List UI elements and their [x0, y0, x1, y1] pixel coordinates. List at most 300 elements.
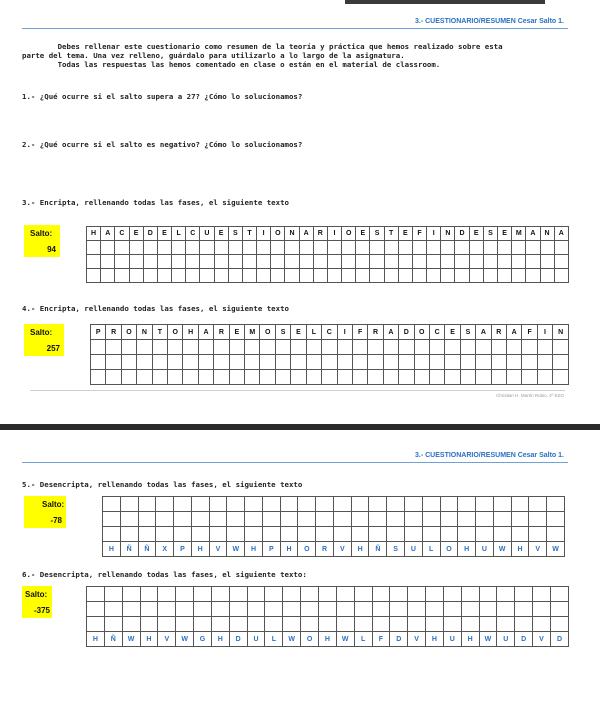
blank-cell: [550, 587, 568, 602]
blank-cell: [115, 255, 129, 269]
blank-cell: [443, 602, 461, 617]
blank-cell: [476, 512, 494, 527]
blank-cell: [398, 241, 412, 255]
blank-cell: [186, 241, 200, 255]
blank-cell: [497, 255, 511, 269]
blank-cell: [313, 255, 327, 269]
blank-cell: [479, 602, 497, 617]
intro-line: Todas las respuestas las hemos comentado en clase o están en el material de classroom.: [22, 60, 441, 69]
blank-cell: [191, 527, 209, 542]
blank-cell: [370, 255, 384, 269]
letter-cell: F: [352, 325, 367, 340]
salto-box: [24, 496, 66, 528]
blank-cell: [194, 617, 212, 632]
blank-cell: [168, 370, 183, 385]
blank-cell: [458, 527, 476, 542]
letter-cell: S: [460, 325, 475, 340]
blank-cell: [152, 340, 167, 355]
blank-cell: [121, 355, 136, 370]
blank-cell: [172, 241, 186, 255]
question-4: 4.- Encripta, rellenando todas las fases, el siguiente texto: [22, 304, 289, 313]
blank-cell: [429, 340, 444, 355]
blank-cell: [152, 355, 167, 370]
blank-cell: [336, 602, 354, 617]
blank-cell: [122, 587, 140, 602]
blank-cell: [426, 587, 444, 602]
blank-cell: [291, 355, 306, 370]
blank-cell: [356, 241, 370, 255]
blank-cell: [387, 497, 405, 512]
letter-cell: O: [168, 325, 183, 340]
letter-cell: N: [553, 325, 569, 340]
question-1: 1.- ¿Qué ocurre si el salto supera a 27? ¿Cómo lo solucionamos?: [22, 92, 303, 101]
letter-cell: F: [372, 632, 390, 647]
blank-cell: [399, 340, 414, 355]
blank-cell: [260, 340, 275, 355]
blank-cell: [318, 587, 336, 602]
blank-cell: [245, 370, 260, 385]
blank-cell: [351, 497, 369, 512]
blank-cell: [104, 602, 122, 617]
blank-cell: [271, 269, 285, 283]
blank-cell: [228, 241, 242, 255]
blank-cell: [262, 497, 280, 512]
footer-credit: Christian H. Martín Rubio. 4º ESO: [496, 393, 564, 398]
letter-cell: I: [337, 325, 352, 340]
letter-cell: V: [529, 542, 547, 557]
blank-cell: [271, 241, 285, 255]
blank-cell: [506, 340, 521, 355]
blank-cell: [103, 527, 121, 542]
letter-cell: I: [257, 227, 271, 241]
blank-cell: [301, 617, 319, 632]
blank-cell: [247, 617, 265, 632]
blank-cell: [387, 512, 405, 527]
letter-cell: U: [476, 542, 494, 557]
blank-cell: [104, 587, 122, 602]
blank-cell: [106, 370, 121, 385]
letter-cell: O: [301, 632, 319, 647]
letter-cell: U: [497, 632, 515, 647]
blank-cell: [354, 617, 372, 632]
blank-cell: [156, 527, 174, 542]
blank-cell: [427, 269, 441, 283]
blank-cell: [245, 340, 260, 355]
blank-cell: [143, 269, 157, 283]
blank-cell: [440, 497, 458, 512]
blank-cell: [313, 269, 327, 283]
blank-cell: [491, 340, 506, 355]
blank-cell: [228, 269, 242, 283]
blank-cell: [540, 269, 554, 283]
cipher-grid: [86, 586, 569, 647]
blank-cell: [497, 241, 511, 255]
letter-cell: H: [183, 325, 198, 340]
blank-cell: [191, 497, 209, 512]
blank-cell: [194, 587, 212, 602]
blank-cell: [422, 512, 440, 527]
salto-value: -375: [33, 606, 50, 615]
blank-cell: [322, 355, 337, 370]
letter-cell: D: [229, 632, 247, 647]
blank-cell: [356, 255, 370, 269]
letter-cell: A: [299, 227, 313, 241]
salto-value: 94: [47, 245, 56, 254]
blank-cell: [229, 587, 247, 602]
salto-box: [24, 324, 64, 356]
blank-cell: [511, 497, 529, 512]
blank-cell: [352, 340, 367, 355]
blank-cell: [337, 370, 352, 385]
blank-cell: [529, 512, 547, 527]
blank-cell: [242, 241, 256, 255]
blank-cell: [483, 241, 497, 255]
blank-cell: [174, 527, 192, 542]
blank-cell: [176, 602, 194, 617]
letter-cell: Ñ: [138, 542, 156, 557]
letter-cell: C: [429, 325, 444, 340]
blank-cell: [537, 370, 552, 385]
blank-cell: [550, 617, 568, 632]
letter-cell: E: [497, 227, 511, 241]
letter-cell: Ñ: [369, 542, 387, 557]
blank-cell: [129, 269, 143, 283]
blank-cell: [283, 617, 301, 632]
blank-cell: [285, 255, 299, 269]
letter-cell: E: [229, 325, 244, 340]
letter-cell: H: [511, 542, 529, 557]
blank-cell: [271, 255, 285, 269]
blank-cell: [460, 340, 475, 355]
letter-cell: N: [137, 325, 152, 340]
blank-cell: [547, 527, 565, 542]
blank-cell: [529, 527, 547, 542]
blank-row: [87, 602, 569, 617]
blank-row: [103, 512, 565, 527]
blank-cell: [554, 255, 568, 269]
letter-cell: A: [383, 325, 398, 340]
blank-cell: [429, 370, 444, 385]
blank-row: [103, 497, 565, 512]
letter-cell: H: [191, 542, 209, 557]
blank-cell: [408, 617, 426, 632]
letter-cell: A: [198, 325, 213, 340]
blank-cell: [440, 527, 458, 542]
blank-cell: [383, 340, 398, 355]
blank-cell: [138, 527, 156, 542]
intro-paragraph: [22, 42, 577, 69]
blank-cell: [214, 255, 228, 269]
letter-cell: H: [426, 632, 444, 647]
letter-cell: L: [354, 632, 372, 647]
blank-cell: [214, 340, 229, 355]
blank-row: [91, 355, 569, 370]
blank-cell: [515, 617, 533, 632]
blank-cell: [533, 602, 551, 617]
letter-cell: V: [408, 632, 426, 647]
letter-cell: V: [333, 542, 351, 557]
blank-cell: [229, 340, 244, 355]
blank-cell: [318, 617, 336, 632]
blank-cell: [316, 497, 334, 512]
letter-cell: C: [186, 227, 200, 241]
intro-line: parte del tema. Una vez relleno, guárdalo para utilizarlo a lo largo de la asignatura.: [22, 51, 405, 60]
blank-cell: [455, 255, 469, 269]
blank-cell: [138, 512, 156, 527]
letter-cell: U: [247, 632, 265, 647]
blank-cell: [262, 527, 280, 542]
blank-cell: [101, 269, 115, 283]
letter-cell: H: [318, 632, 336, 647]
blank-cell: [412, 241, 426, 255]
blank-cell: [491, 370, 506, 385]
blank-cell: [412, 269, 426, 283]
blank-cell: [497, 617, 515, 632]
blank-cell: [368, 355, 383, 370]
letter-cell: D: [550, 632, 568, 647]
blank-cell: [198, 340, 213, 355]
blank-cell: [522, 355, 537, 370]
blank-cell: [337, 355, 352, 370]
blank-cell: [443, 617, 461, 632]
letter-cell: C: [115, 227, 129, 241]
letter-cell: D: [515, 632, 533, 647]
blank-cell: [336, 587, 354, 602]
blank-cell: [101, 255, 115, 269]
blank-cell: [427, 241, 441, 255]
blank-cell: [460, 370, 475, 385]
blank-cell: [301, 602, 319, 617]
letter-cell: O: [121, 325, 136, 340]
letter-cell: S: [275, 325, 290, 340]
letter-cell: O: [260, 325, 275, 340]
blank-cell: [200, 255, 214, 269]
header-title: 3.- CUESTIONARIO/RESUMEN Cesar Salto 1.: [415, 18, 564, 25]
blank-cell: [137, 340, 152, 355]
blank-cell: [414, 355, 429, 370]
letter-cell: I: [427, 227, 441, 241]
letter-cell: R: [368, 325, 383, 340]
blank-row: [87, 269, 569, 283]
salto-label: Salto:: [30, 229, 53, 238]
letter-cell: U: [200, 227, 214, 241]
blank-cell: [553, 340, 569, 355]
blank-cell: [387, 527, 405, 542]
blank-cell: [537, 340, 552, 355]
blank-cell: [122, 617, 140, 632]
blank-cell: [515, 602, 533, 617]
blank-cell: [427, 255, 441, 269]
header-title: 3.- CUESTIONARIO/RESUMEN Cesar Salto 1.: [415, 452, 564, 459]
salto-label: Salto:: [25, 590, 48, 599]
letter-cell: F: [522, 325, 537, 340]
blank-cell: [318, 602, 336, 617]
letter-cell: O: [271, 227, 285, 241]
blank-cell: [121, 340, 136, 355]
blank-cell: [214, 269, 228, 283]
letter-cell: G: [194, 632, 212, 647]
letter-cell: T: [384, 227, 398, 241]
blank-cell: [476, 355, 491, 370]
blank-cell: [103, 497, 121, 512]
blank-cell: [369, 497, 387, 512]
letter-cell: U: [405, 542, 423, 557]
blank-cell: [280, 527, 298, 542]
letter-cell: W: [479, 632, 497, 647]
blank-cell: [157, 241, 171, 255]
blank-cell: [322, 370, 337, 385]
blank-cell: [200, 241, 214, 255]
blank-cell: [336, 617, 354, 632]
blank-cell: [87, 617, 105, 632]
blank-cell: [460, 355, 475, 370]
blank-cell: [493, 527, 511, 542]
blank-cell: [143, 241, 157, 255]
blank-cell: [245, 497, 263, 512]
blank-cell: [370, 269, 384, 283]
blank-cell: [511, 512, 529, 527]
blank-cell: [122, 602, 140, 617]
blank-cell: [441, 241, 455, 255]
salto-label: Salto:: [30, 328, 53, 337]
blank-cell: [194, 602, 212, 617]
blank-cell: [399, 370, 414, 385]
blank-cell: [469, 255, 483, 269]
blank-cell: [540, 241, 554, 255]
blank-cell: [115, 241, 129, 255]
blank-row: [87, 617, 569, 632]
letter-cell: V: [533, 632, 551, 647]
blank-cell: [247, 587, 265, 602]
blank-cell: [426, 617, 444, 632]
blank-cell: [158, 587, 176, 602]
salto-label: Salto:: [42, 500, 65, 509]
letter-cell: H: [211, 632, 229, 647]
blank-cell: [229, 602, 247, 617]
blank-cell: [285, 241, 299, 255]
blank-cell: [483, 255, 497, 269]
letter-cell: A: [526, 227, 540, 241]
letter-cell: E: [129, 227, 143, 241]
blank-cell: [526, 241, 540, 255]
letter-cell: P: [91, 325, 106, 340]
blank-cell: [469, 241, 483, 255]
blank-cell: [412, 255, 426, 269]
blank-cell: [156, 512, 174, 527]
blank-cell: [306, 340, 321, 355]
blank-cell: [356, 269, 370, 283]
blank-cell: [283, 587, 301, 602]
blank-cell: [242, 255, 256, 269]
blank-cell: [445, 370, 460, 385]
blank-cell: [183, 340, 198, 355]
blank-cell: [405, 512, 423, 527]
letter-cell: N: [540, 227, 554, 241]
blank-cell: [461, 587, 479, 602]
blank-cell: [497, 587, 515, 602]
blank-cell: [176, 617, 194, 632]
blank-cell: [87, 255, 101, 269]
letter-cell: E: [157, 227, 171, 241]
blank-cell: [140, 602, 158, 617]
letter-cell: S: [370, 227, 384, 241]
letter-cell: L: [422, 542, 440, 557]
letter-cell: E: [291, 325, 306, 340]
blank-cell: [537, 355, 552, 370]
blank-cell: [441, 269, 455, 283]
blank-cell: [316, 527, 334, 542]
blank-cell: [120, 512, 138, 527]
blank-cell: [440, 512, 458, 527]
blank-cell: [354, 602, 372, 617]
blank-cell: [479, 587, 497, 602]
letter-cell: W: [227, 542, 245, 557]
blank-cell: [511, 527, 529, 542]
blank-cell: [257, 255, 271, 269]
blank-cell: [158, 617, 176, 632]
letter-cell: H: [87, 632, 105, 647]
blank-cell: [209, 497, 227, 512]
blank-cell: [228, 255, 242, 269]
letter-cell: R: [214, 325, 229, 340]
letter-cell: R: [491, 325, 506, 340]
blank-cell: [214, 370, 229, 385]
blank-cell: [291, 340, 306, 355]
blank-cell: [515, 587, 533, 602]
blank-cell: [198, 355, 213, 370]
blank-cell: [120, 497, 138, 512]
blank-row: [87, 587, 569, 602]
blank-cell: [372, 602, 390, 617]
blank-cell: [115, 269, 129, 283]
letter-cell: W: [547, 542, 565, 557]
blank-cell: [227, 527, 245, 542]
letter-cell: U: [443, 632, 461, 647]
blank-cell: [497, 269, 511, 283]
cipher-grid: [102, 496, 565, 557]
blank-cell: [351, 512, 369, 527]
blank-cell: [547, 512, 565, 527]
blank-cell: [372, 617, 390, 632]
blank-cell: [265, 587, 283, 602]
blank-cell: [368, 340, 383, 355]
blank-cell: [260, 370, 275, 385]
blank-cell: [227, 512, 245, 527]
blank-cell: [299, 269, 313, 283]
blank-cell: [200, 269, 214, 283]
blank-cell: [298, 527, 316, 542]
letter-cell: H: [87, 227, 101, 241]
blank-cell: [455, 241, 469, 255]
letter-cell: R: [313, 227, 327, 241]
letter-cell: W: [122, 632, 140, 647]
letter-cell: R: [316, 542, 334, 557]
blank-cell: [156, 497, 174, 512]
blank-cell: [265, 617, 283, 632]
blank-cell: [158, 602, 176, 617]
blank-cell: [257, 269, 271, 283]
blank-cell: [526, 255, 540, 269]
blank-cell: [229, 370, 244, 385]
document-page-1: [0, 4, 600, 424]
blank-cell: [476, 497, 494, 512]
blank-cell: [422, 527, 440, 542]
blank-cell: [408, 587, 426, 602]
blank-cell: [461, 602, 479, 617]
blank-cell: [522, 370, 537, 385]
letter-cell: H: [458, 542, 476, 557]
blank-cell: [342, 241, 356, 255]
